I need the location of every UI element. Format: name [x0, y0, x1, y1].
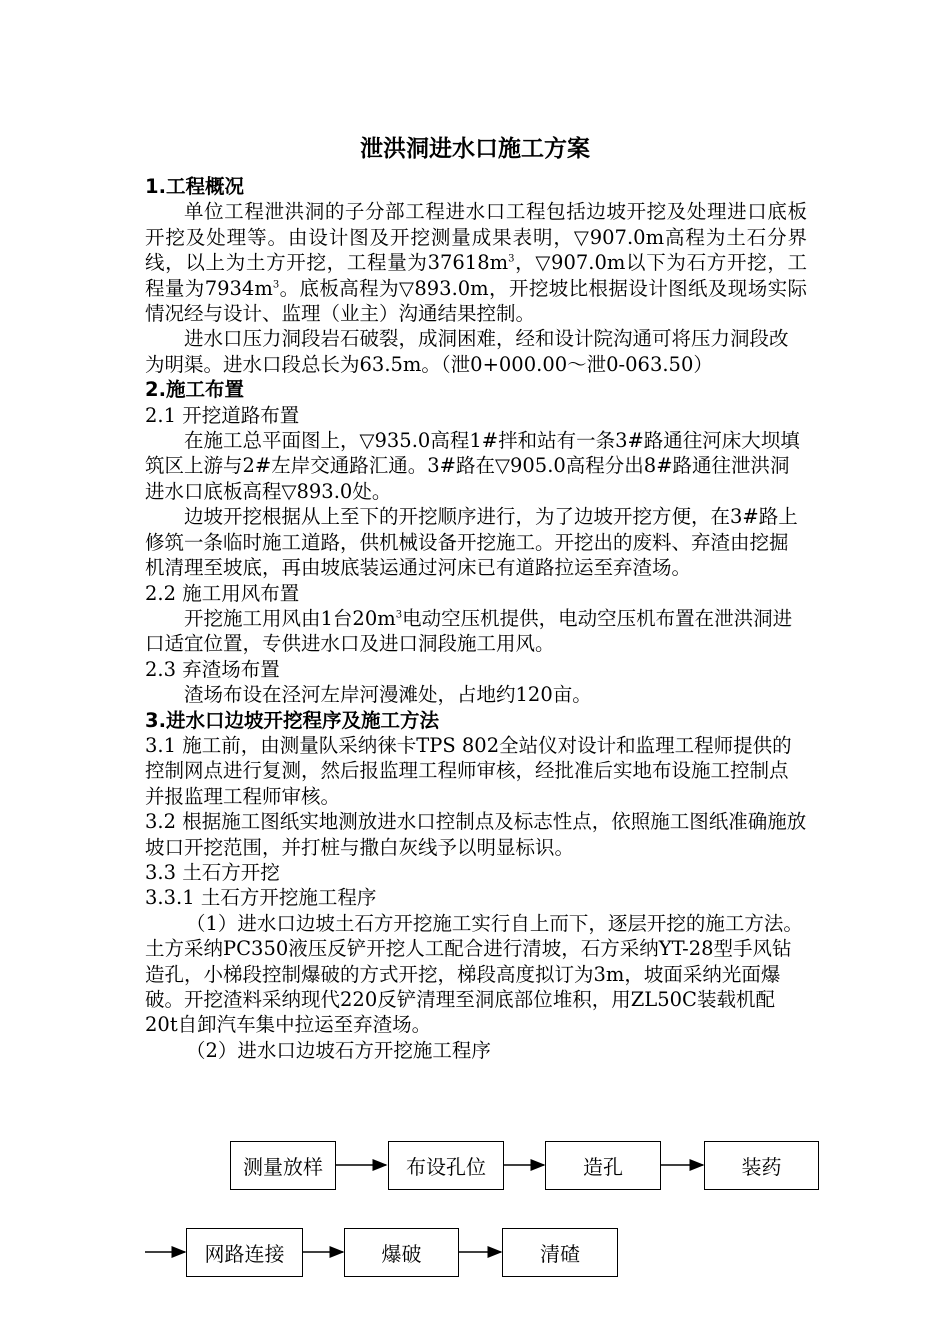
flow-step-mucking: 清碴	[502, 1228, 618, 1277]
flow-step-drilling: 造孔	[545, 1141, 661, 1190]
flow-step-hole-layout: 布设孔位	[388, 1141, 504, 1190]
section-2-2-heading: 2.2 施工用风布置	[145, 581, 300, 605]
section-3-1-paragraph: 3.1 施工前，由测量队采纳徕卡TPS 802全站仪对设计和监理工程师提供的控制网点进行复测，然后报监理工程师审核，经批准后实地布设施工控制点并报监理工程师审核。	[145, 733, 792, 808]
flow-step-survey: 测量放样	[230, 1141, 336, 1190]
section-3-3-1-heading: 3.3.1 土石方开挖施工程序	[145, 886, 377, 910]
flow-step-blasting: 爆破	[344, 1228, 459, 1277]
section-3-2-paragraph: 3.2 根据施工图纸实地测放进水口控制点及标志性点，依照施工图纸准确施放坡口开挖范围，并打桩与撒白灰线予以明显标识。	[145, 810, 807, 859]
section-2-3-paragraph: 渣场布设在泾河左岸河漫滩处，占地约120亩。	[184, 683, 592, 707]
flow-step-charging: 装药	[704, 1141, 819, 1190]
section-1-paragraph-1: 单位工程泄洪洞的子分部工程进水口工程包括边坡开挖及处理进口底板开挖及处理等。由设计图及开挖测量成果表明，▽907.0m高程为土石分界线，以上为土方开挖，工程量为$37618m^3$，▽907.0m以下为石方开挖，工程量为$7934m^3$。底板高程为▽893.0m，开挖坡比根据设计图纸及现场实际情况经与设计、监理（业主）沟通结果控制。	[145, 200, 808, 326]
section-2-1-heading: 2.1 开挖道路布置	[145, 403, 300, 427]
flow-step-network-connection: 网路连接	[186, 1228, 303, 1277]
section-2-2-paragraph: 开挖施工用风由1台$20m^3$电动空压机提供，电动空压机布置在泄洪洞进口适宜位置，专供进水口及进口洞段施工用风。	[145, 606, 793, 656]
section-2-1-paragraph-1: 在施工总平面图上，▽935.0高程1#拌和站有一条3#路通往河床大坝填筑区上游与2#左岸交通路汇通。3#路在▽905.0高程分出8#路通往泄洪洞进水口底板高程▽893.0处。	[145, 429, 800, 503]
section-3-heading: 3.进水口边坡开挖程序及施工方法	[145, 708, 439, 732]
section-1-paragraph-2: 进水口压力洞段岩石破裂，成洞困难，经和设计院沟通可将压力洞段改为明渠。进水口段总长为63.5m。（泄0+000.00～泄0-063.50）	[145, 327, 789, 376]
section-3-3-heading: 3.3 土石方开挖	[145, 860, 280, 884]
document-title: 泄洪洞进水口施工方案	[360, 136, 590, 162]
section-1-heading: 1.工程概况	[145, 175, 244, 198]
section-3-3-1-paragraph-2: （2）进水口边坡石方开挖施工程序	[185, 1038, 491, 1062]
section-3-3-1-paragraph-1: （1）进水口边坡土石方开挖施工实行自上而下，逐层开挖的施工方法。土方采纳PC350液压反铲开挖人工配合进行清坡，石方采纳YT-28型手风钻造孔，小梯段控制爆破的方式开挖，梯段高度拟订为3m，坡面采纳光面爆破。开挖渣料采纳现代220反铲清理至洞底部位堆积，用ZL50C装载机配20t自卸汽车集中拉运至弃渣场。	[145, 911, 803, 1037]
section-2-heading: 2.施工布置	[145, 378, 244, 402]
section-2-3-heading: 2.3 弃渣场布置	[145, 657, 280, 681]
section-2-1-paragraph-2: 边坡开挖根据从上至下的开挖顺序进行，为了边坡开挖方便，在3#路上修筑一条临时施工道路，供机械设备开挖施工。开挖出的废料、弃渣由挖掘机清理至坡底，再由坡底装运通过河床已有道路拉运至弃渣场。	[145, 505, 798, 580]
